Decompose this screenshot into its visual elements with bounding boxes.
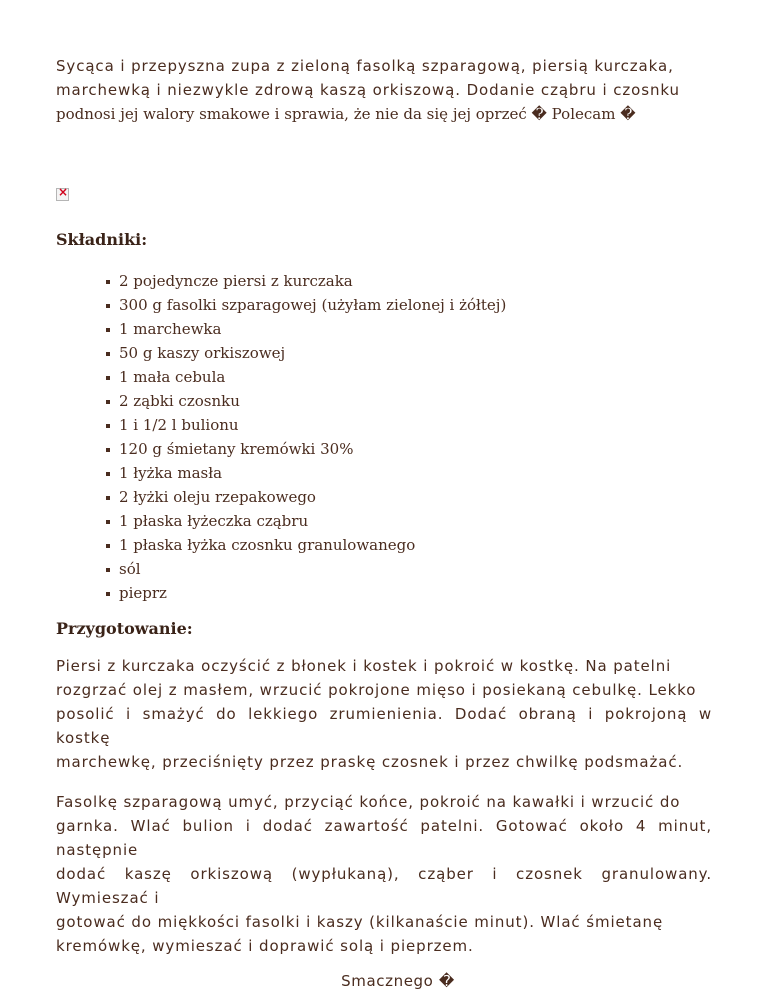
ingredient-item: 1 płaska łyżka czosnku granulowanego [104,533,712,557]
prep-p2-line-1: Fasolkę szparagową umyć, przyciąć końce, pokroić na kawałki i wrzucić do [56,793,681,811]
ingredient-item: 300 g fasolki szparagowej (użyłam zielonej i żółtej) [104,293,712,317]
prep-p1-line-4: marchewkę, przeciśnięty przez praskę czosnek i przez chwilkę podsmażać. [56,753,684,771]
preparation-heading: Przygotowanie: [56,619,193,638]
intro-line-1: Sycąca i przepyszna zupa z zieloną fasolką szparagową, piersią kurczaka, [56,57,674,75]
ingredient-item: 1 mała cebula [104,365,712,389]
prep-p2-line-4: gotować do miękkości fasolki i kaszy (kilkanaście minut). Wlać śmietanę [56,913,664,931]
preparation-paragraph-2 [56,790,712,958]
ingredients-heading: Składniki: [56,230,148,249]
ingredient-item: 1 łyżka masła [104,461,712,485]
ingredient-item: 1 płaska łyżeczka cząbru [104,509,712,533]
prep-p1-line-3: posolić i smażyć do lekkiego zrumienienia. Dodać obraną i pokrojoną w kostkę [56,705,712,747]
ingredient-item: 120 g śmietany kremówki 30% [104,437,712,461]
recipe-article [56,50,712,1005]
ingredient-item: sól [104,557,712,581]
ingredient-item: pieprz [104,581,712,605]
ingredient-item: 1 i 1/2 l bulionu [104,413,712,437]
prep-p2-line-2: garnka. Wlać bulion i dodać zawartość patelni. Gotować około 4 minut, następnie [56,817,712,859]
ingredient-item: 2 ząbki czosnku [104,389,712,413]
prep-p1-line-1: Piersi z kurczaka oczyścić z błonek i kostek i pokroić w kostkę. Na patelni [56,657,672,675]
prep-p2-line-3: dodać kaszę orkiszową (wypłukaną), cząber i czosnek granulowany. Wymieszać i [56,865,712,907]
ingredients-list [56,269,712,605]
closing-text: Smacznego � [341,972,455,990]
ingredient-item: 50 g kaszy orkiszowej [104,341,712,365]
ingredient-item: 2 pojedyncze piersi z kurczaka [104,269,712,293]
intro-line-2: marchewką i niezwykle zdrową kaszą orkiszową. Dodanie cząbru i czosnku [56,81,680,99]
broken-image-icon [56,188,69,201]
intro-paragraph [56,54,712,126]
intro-line-3: podnosi jej walory smakowe i sprawia, że nie da się jej oprzeć � Polecam � [56,105,636,123]
prep-p2-line-5: kremówkę, wymieszać i doprawić solą i pieprzem. [56,937,474,955]
ingredient-item: 2 łyżki oleju rzepakowego [104,485,712,509]
ingredient-item: 1 marchewka [104,317,712,341]
prep-p1-line-2: rozgrzać olej z masłem, wrzucić pokrojone mięso i posiekaną cebulkę. Lekko [56,681,697,699]
preparation-paragraph-1 [56,654,712,774]
